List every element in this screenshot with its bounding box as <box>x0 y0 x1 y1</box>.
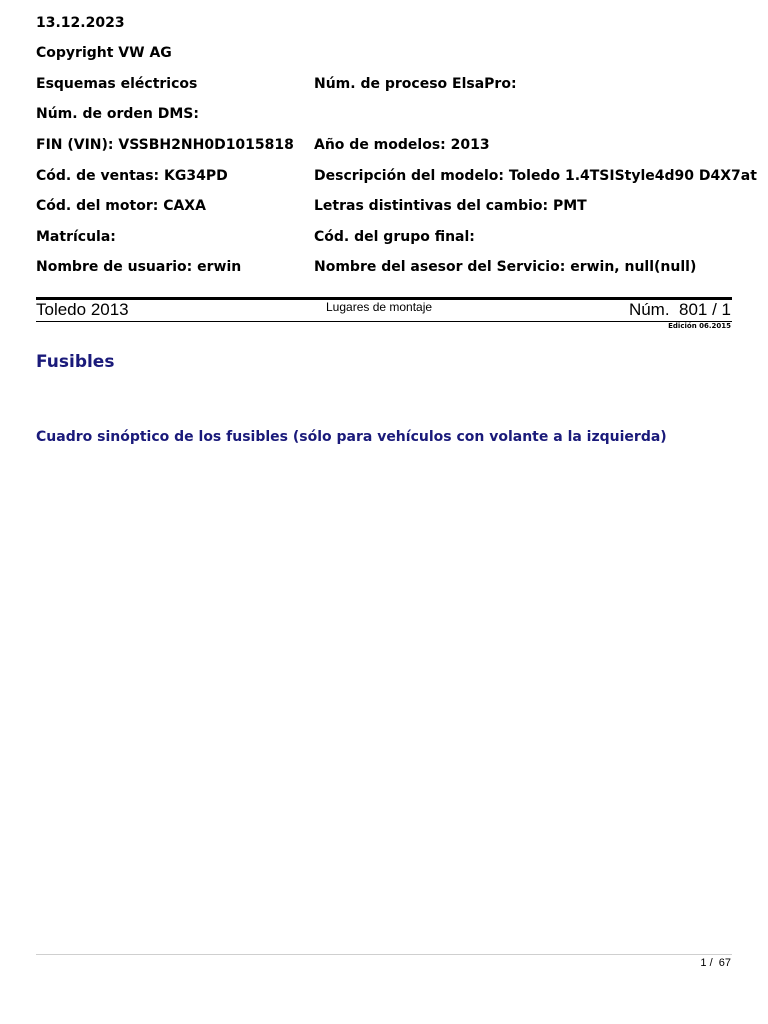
plate-field: Matrícula: <box>36 229 116 245</box>
final-drive-field: Cód. del grupo final: <box>314 229 475 245</box>
gearbox-letters-field: Letras distintivas del cambio: PMT <box>314 198 587 214</box>
page-title: Fusibles <box>36 352 115 372</box>
header-edition: Edición 06.2015 <box>668 322 731 330</box>
footer-page-counter: 1 / 67 <box>700 957 731 969</box>
service-advisor-field: Nombre del asesor del Servicio: erwin, null(null) <box>314 259 697 275</box>
process-number-field: Núm. de proceso ElsaPro: <box>314 76 517 92</box>
user-name-field: Nombre de usuario: erwin <box>36 259 242 275</box>
header-page-number: Núm. 801 / 1 <box>628 300 731 319</box>
model-year-field: Año de modelos: 2013 <box>314 137 490 153</box>
header-section-title: Lugares de montaje <box>326 300 433 314</box>
header-model: Toledo 2013 <box>36 300 129 319</box>
document-date: 13.12.2023 <box>36 15 125 31</box>
document-type: Esquemas eléctricos <box>36 76 198 92</box>
copyright-notice: Copyright VW AG <box>36 45 172 61</box>
sales-code-field: Cód. de ventas: KG34PD <box>36 168 228 184</box>
model-description-field: Descripción del modelo: Toledo 1.4TSIStyle4d90 D4X7at <box>314 168 757 184</box>
section-subtitle: Cuadro sinóptico de los fusibles (sólo para vehículos con volante a la izquierda) <box>36 429 667 445</box>
header-bottom-rule <box>36 321 732 322</box>
footer-rule <box>36 954 732 955</box>
dms-order-field: Núm. de orden DMS: <box>36 106 199 122</box>
vin-field: FIN (VIN): VSSBH2NH0D1015818 <box>36 137 294 153</box>
engine-code-field: Cód. del motor: CAXA <box>36 198 206 214</box>
